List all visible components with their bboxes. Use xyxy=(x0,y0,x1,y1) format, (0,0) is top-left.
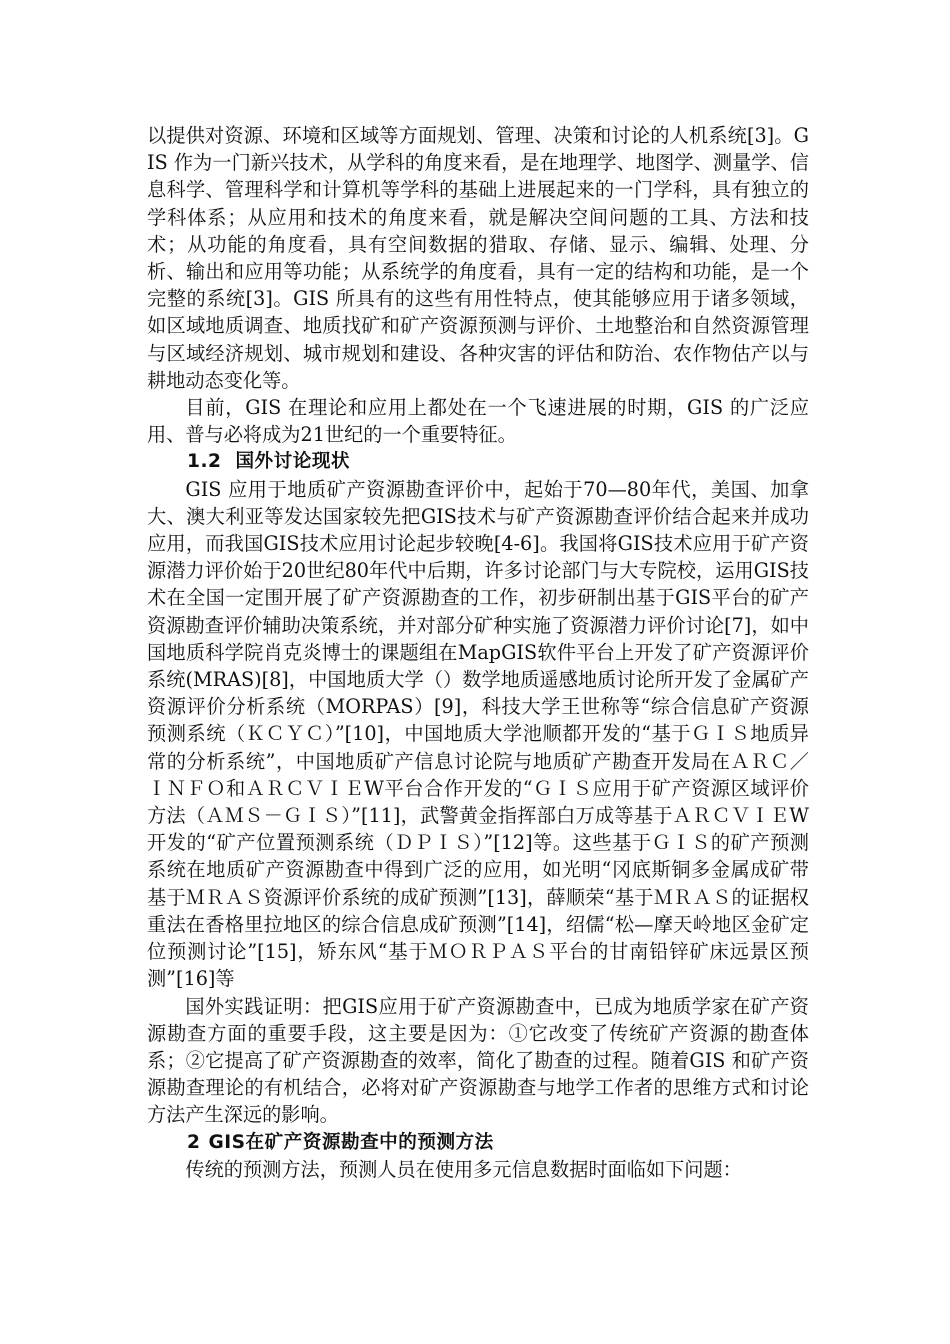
section-title: GIS在矿产资源勘查中的预测方法 xyxy=(208,1131,494,1153)
body-paragraph: GIS 应用于地质矿产资源勘查评价中，起始于70—80年代，美国、加拿大、澳大利亚等发达国家较先把GIS技术与矿产资源勘查评价结合起来并成功应用，而我国GIS技术应用讨论起步较晚[4-6]。我国将GIS技术应用于矿产资源潜力评价始于20世纪80年代中后期，许多讨论部门与大专院校，运用GIS技术在全国一定围开展了矿产资源勘查的工作，初步研制出基于GIS平台的矿产资源勘查评价辅助决策系统，并对部分矿种实施了资源潜力评价讨论[7]，如中国地质科学院肖克炎博士的课题组在MapGIS软件平台上开发了矿产资源评价系统(MRAS)[8]，中国地质大学（）数学地质遥感地质讨论所开发了金属矿产资源评价分析系统（MORPAS）[9]，科技大学王世称等“综合信息矿产资源预测系统（ＫＣＹＣ）”[10]，中国地质大学池顺都开发的“基于ＧＩＳ地质异常的分析系统”，中国地质矿产信息讨论院与地质矿产勘查开发局在ＡＲＣ／ＩＮＦＯ和ＡＲＣＶＩＥW平台合作开发的“ＧＩＳ应用于矿产资源区域评价方法（ＡＭＳ－ＧＩＳ）”[11]，武警黄金指挥部白万成等基于ＡＲＣＶＩＥW开发的“矿产位置预测系统（ＤＰＩＳ）”[12]等。这些基于ＧＩＳ的矿产预测系统在地质矿产资源勘查中得到广泛的应用，如光明“冈底斯铜多金属成矿带基于ＭＲＡＳ资源评价系统的成矿预测”[13]，薛顺荣“基于ＭＲＡＳ的证据权重法在香格里拉地区的综合信息成矿预测”[14]，绍儒“松—摩天岭地区金矿定位预测讨论”[15]，矫东风“基于ＭＯＲＰＡＳ平台的甘南铅锌矿床远景区预测”[16]等 xyxy=(147,477,809,991)
section-number: 2 xyxy=(187,1131,201,1153)
section-title: 国外讨论现状 xyxy=(235,451,351,473)
body-paragraph: 传统的预测方法，预测人员在使用多元信息数据时面临如下问题： xyxy=(185,1157,742,1181)
section-heading xyxy=(147,1129,809,1156)
body-paragraph: 目前，GIS 在理论和应用上都处在一个飞速进展的时期，GIS 的广泛应用、普与必将成为21世纪的一个重要特征。 xyxy=(147,396,809,447)
body-paragraph: 以提供对资源、环境和区域等方面规划、管理、决策和讨论的人机系统[3]。GIS 作为一门新兴技术，从学科的角度来看，是在地理学、地图学、测量学、信息科学、管理科学和计算机等学科的基础上进展起来的一门学科，具有独立的学科体系；从应用和技术的角度来看，就是解决空间问题的工具、方法和技术；从功能的角度看，具有空间数据的猎取、存储、显示、编辑、处理、分析、输出和应用等功能；从系统学的角度看，具有一定的结构和功能，是一个完整的系统[3]。GIS 所具有的这些有用性特点，使其能够应用于诸多领域，如区域地质调查、地质找矿和矿产资源预测与评价、土地整治和自然资源管理与区域经济规划、城市规划和建设、各种灾害的评估和防治、农作物估产以与耕地动态变化等。 xyxy=(147,124,809,392)
document-page xyxy=(147,122,809,1183)
section-heading xyxy=(147,448,809,475)
body-paragraph: 国外实践证明：把GIS应用于矿产资源勘查中，已成为地质学家在矿产资源勘查方面的重要手段，这主要是因为：①它改变了传统矿产资源的勘查体系；②它提高了矿产资源勘查的效率，简化了勘查的过程。随着GIS 和矿产资源勘查理论的有机结合，必将对矿产资源勘查与地学工作者的思维方式和讨论方法产生深远的影响。 xyxy=(147,994,809,1127)
section-number: 1.2 xyxy=(187,451,222,473)
